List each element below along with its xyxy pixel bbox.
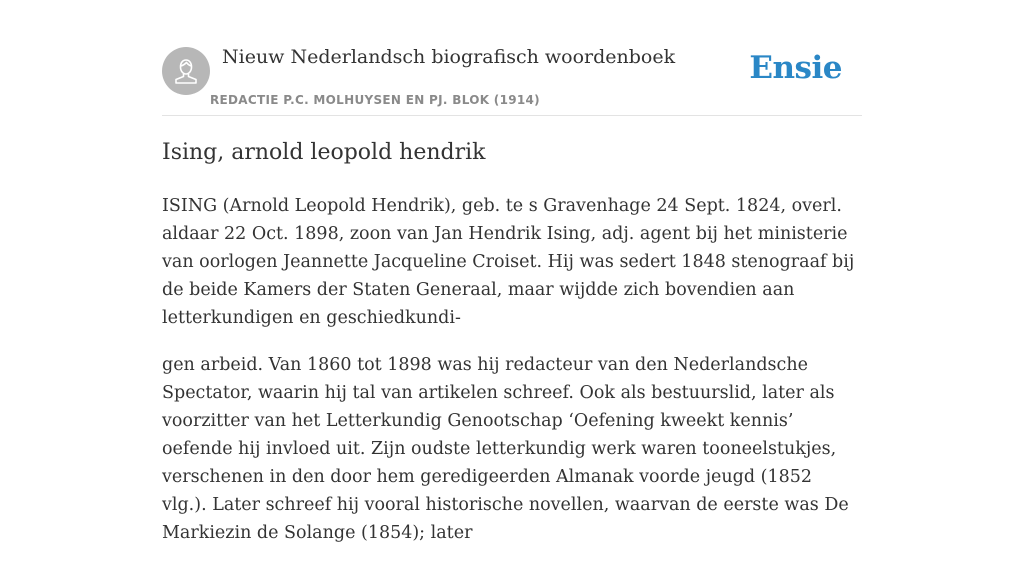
book-editors: REDACTIE P.C. MOLHUYSEN EN PJ. BLOK (1914) xyxy=(210,93,540,107)
user-icon-graphic xyxy=(162,47,210,95)
entry-body xyxy=(162,192,862,566)
ensie-logo[interactable]: Ensie xyxy=(749,50,842,86)
entry-header xyxy=(162,0,862,116)
book-title[interactable]: Nieuw Nederlandsch biografisch woordenboek xyxy=(222,46,676,68)
entry-paragraph: ISING (Arnold Leopold Hendrik), geb. te s Gravenhage 24 Sept. 1824, overl. aldaar 22 Oct. 1898, zoon van Jan Hendrik Ising, adj. agent bij het ministerie van oorlogen Jeannette Jacqueline Croiset. Hij was sedert 1848 stenograaf bij de beide Kamers der Staten Generaal, maar wijdde zich bovendien aan letterkundigen en geschiedkundi- xyxy=(162,196,855,328)
entry-title: Ising, arnold leopold hendrik xyxy=(162,140,486,165)
entry-paragraph: gen arbeid. Van 1860 tot 1898 was hij redacteur van den Nederlandsche Spectator, waarin hij tal van artikelen schreef. Ook als bestuurslid, later als voorzitter van het Letterkundig Genootschap ‘Oefening kweekt kennis’ oefende hij invloed uit. Zijn oudste letterkundig werk waren tooneelstukjes, verschenen in den door hem geredigeerden Almanak voorde jeugd (1852 vlg.). Later schreef hij vooral historische novellen, waarvan de eerste was De Markiezin de Solange (1854); later xyxy=(162,355,849,543)
user-icon xyxy=(162,47,210,95)
